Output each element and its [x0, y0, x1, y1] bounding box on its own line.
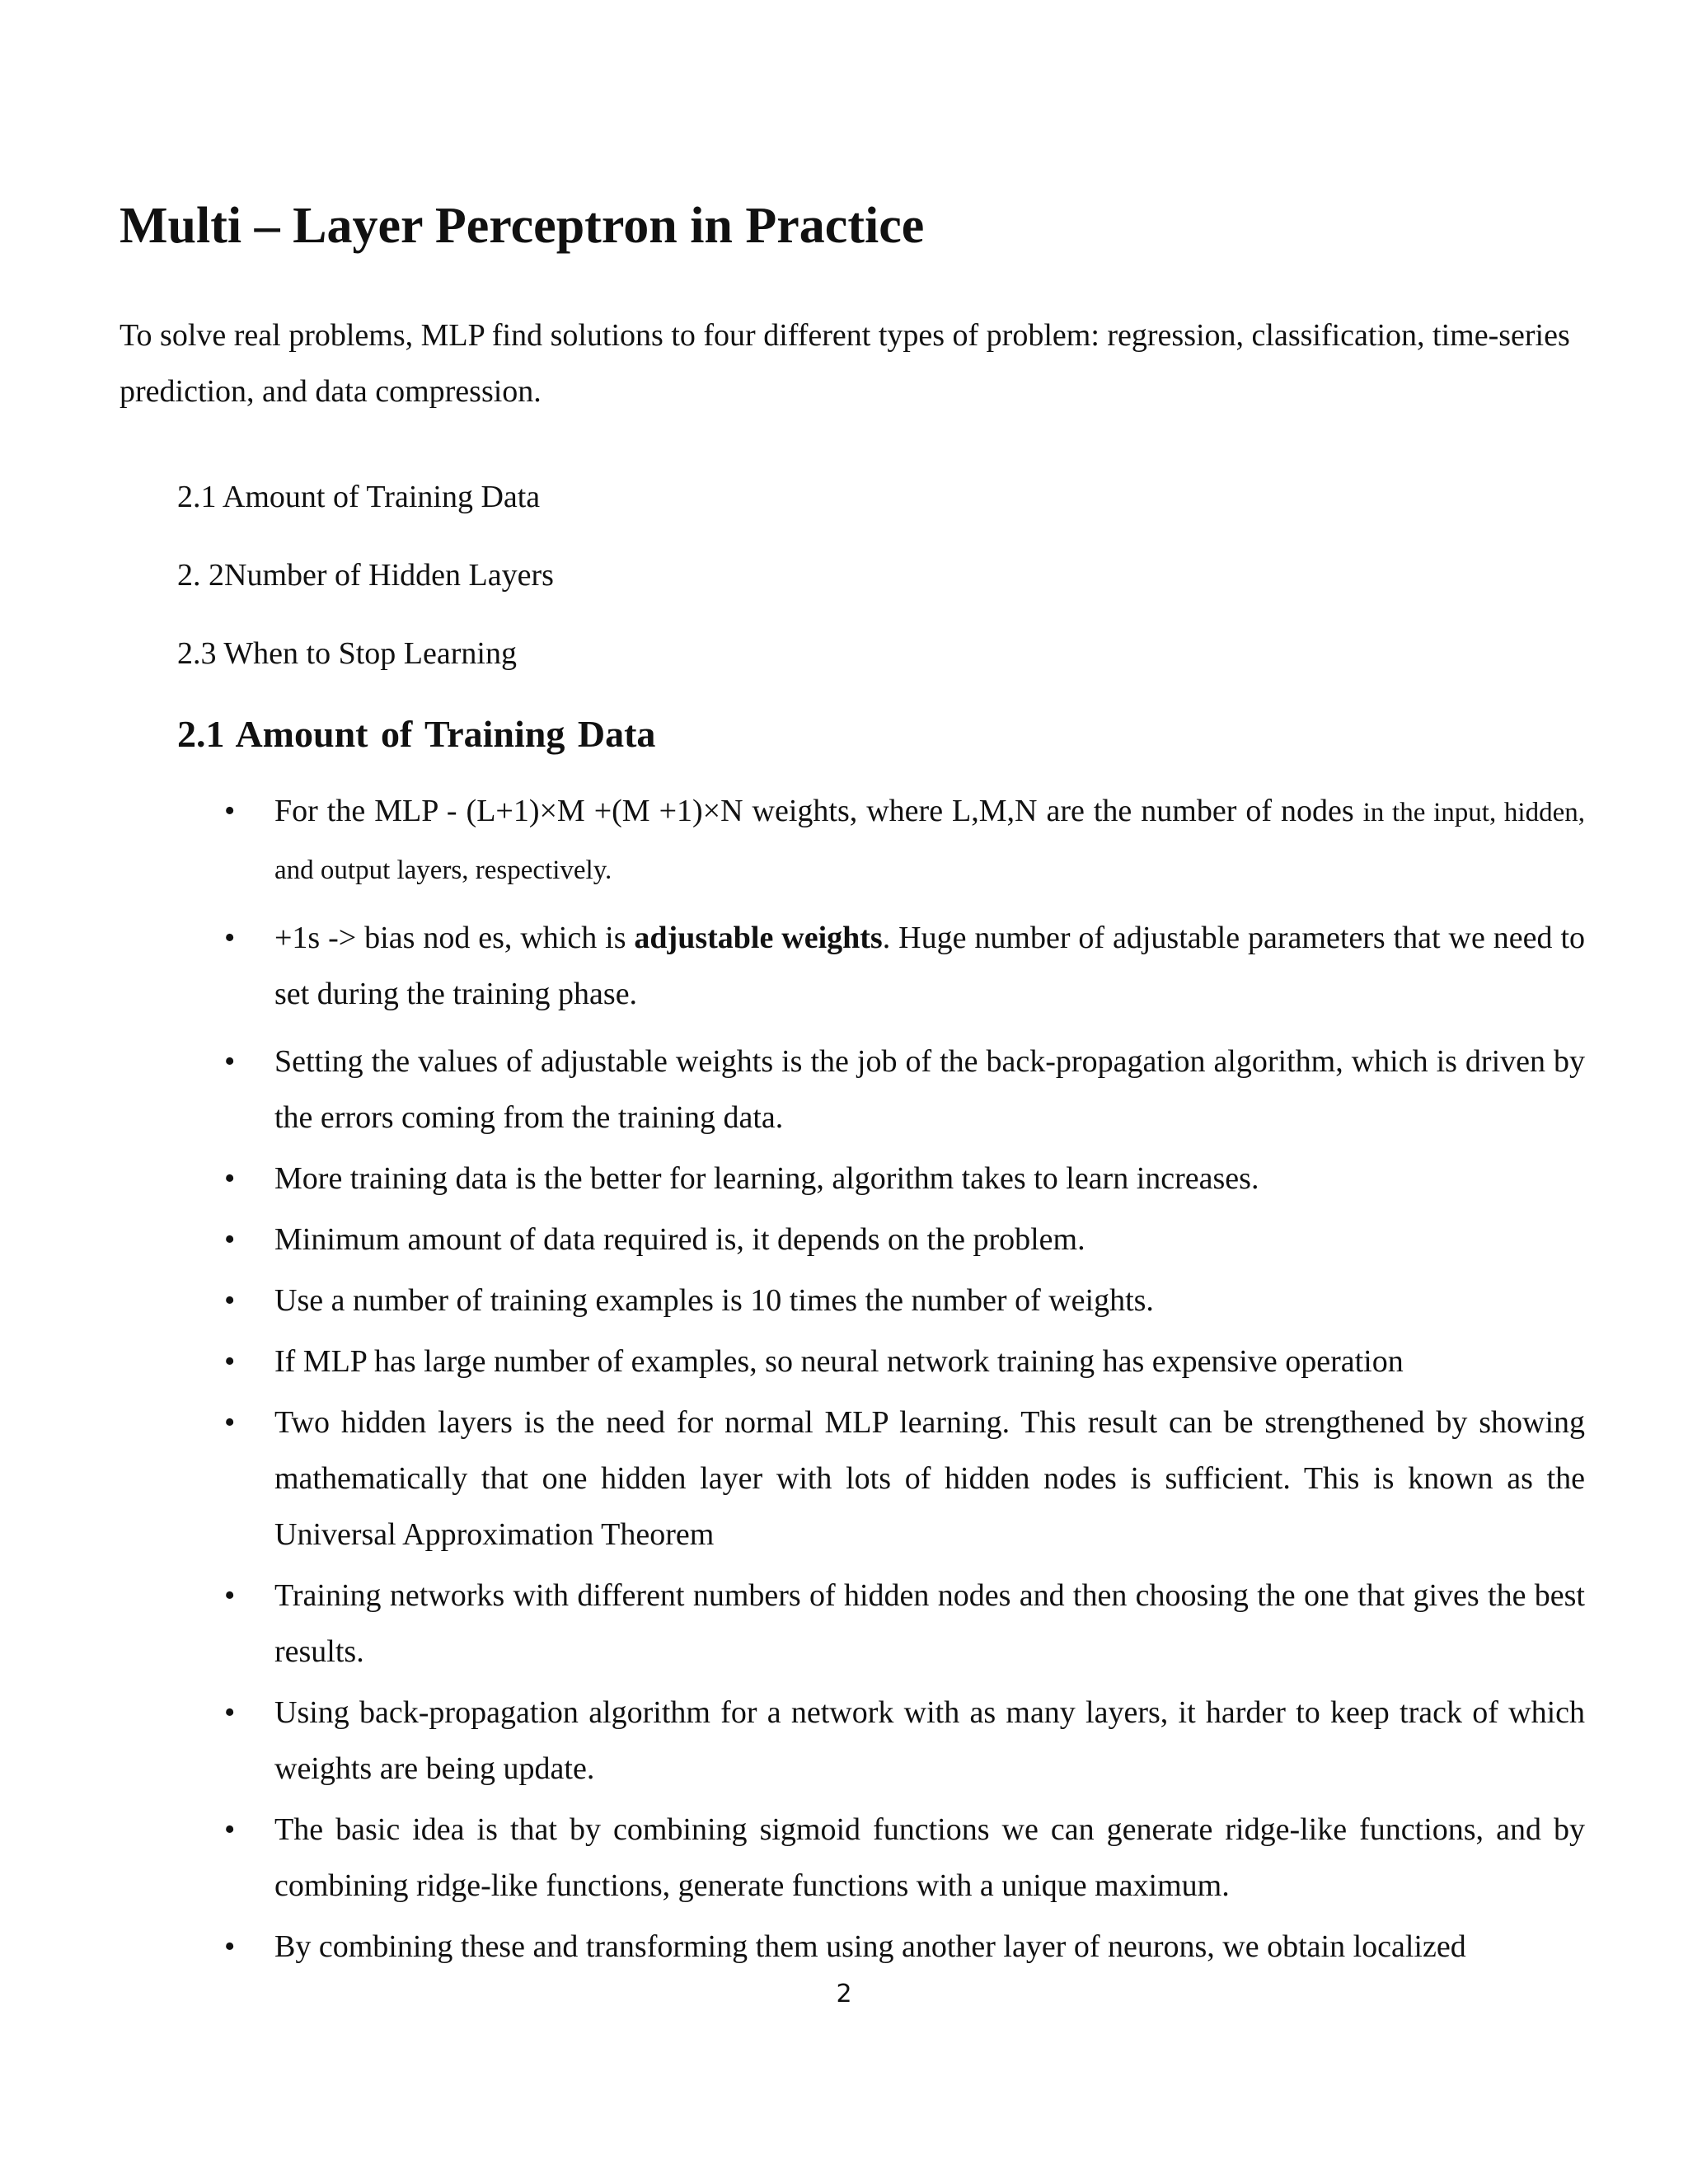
table-of-contents [177, 476, 554, 711]
list-item [0, 1394, 1585, 1563]
bullet-marker: • [224, 1929, 236, 1964]
list-item [0, 1212, 1585, 1268]
bullet-marker: • [224, 794, 236, 828]
list-item [0, 1919, 1585, 1975]
bullet-text: The basic idea is that by combining sigmoid functions we can generate ridge-like functions, and by combining ridge-like functions, generate functions with a unique maximum. [274, 1812, 1585, 1903]
bullet-text: Setting the values of adjustable weights is the job of the back-propagation algorithm, which is driven by the errors coming from the training data. [274, 1044, 1585, 1135]
bullet-text: For the MLP - (L+1)×M +(M +1)×N weights, where L,M,N are the number of nodes [274, 794, 1363, 828]
list-item [0, 1333, 1585, 1390]
bullet-text: Two hidden layers is the need for normal MLP learning. This result can be strengthened by showing mathematically that one hidden layer with lots of hidden nodes is sufficient. This is known as the Universal Approximation Theorem [274, 1405, 1585, 1552]
intro-paragraph: To solve real problems, MLP find solutions to four different types of problem: regression, classification, time-series prediction, and data compression. [120, 318, 1570, 409]
bullet-marker: • [224, 1578, 236, 1613]
bullet-marker: • [224, 1812, 236, 1847]
bullet-text: Use a number of training examples is 10 times the number of weights. [274, 1283, 1154, 1318]
bullet-text: More training data is the better for learning, algorithm takes to learn increases. [274, 1161, 1259, 1196]
bullet-marker: • [224, 1405, 236, 1440]
bullet-text: Training networks with different numbers of hidden nodes and then choosing the one that gives the best results. [274, 1578, 1585, 1669]
list-item [0, 1568, 1585, 1680]
page-number: 2 [836, 1980, 852, 2008]
bullet-list [0, 783, 1688, 1980]
bullet-text: +1s -> bias nod es, which is [274, 921, 635, 955]
list-item [0, 1151, 1585, 1207]
section-heading: 2.1 Amount of Training Data [177, 713, 656, 755]
list-item [0, 783, 1585, 898]
page-title: Multi – Layer Perceptron in Practice [120, 198, 925, 254]
bullet-marker: • [224, 1161, 236, 1196]
bullet-text: Minimum amount of data required is, it depends on the problem. [274, 1222, 1085, 1257]
bullet-text: Using back-propagation algorithm for a network with as many layers, it harder to keep track of which weights are being update. [274, 1695, 1585, 1786]
bullet-marker: • [224, 1283, 236, 1318]
bullet-text-small: in the input, hidden, and output layers, respectively. [274, 798, 1585, 885]
bullet-text: If MLP has large number of examples, so neural network training has expensive operation [274, 1344, 1404, 1379]
toc-item: 2.1 Amount of Training Data [177, 480, 541, 514]
bullet-bold-text: adjustable weights [634, 921, 883, 955]
list-item [0, 910, 1585, 1022]
toc-item: 2. 2Number of Hidden Layers [177, 558, 554, 593]
bullet-text: By combining these and transforming them using another layer of neurons, we obtain localized [274, 1929, 1466, 1964]
bullet-marker: • [224, 921, 236, 955]
list-item [0, 1685, 1585, 1797]
bullet-marker: • [224, 1044, 236, 1079]
bullet-text: . Huge number of adjustable parameters that we need to set during the training phase. [274, 921, 1585, 1011]
bullet-marker: • [224, 1344, 236, 1379]
list-item [0, 1272, 1585, 1329]
toc-item: 2.3 When to Stop Learning [177, 636, 517, 671]
bullet-marker: • [224, 1695, 236, 1730]
bullet-marker: • [224, 1222, 236, 1257]
list-item [0, 1033, 1585, 1146]
list-item [0, 1802, 1585, 1914]
